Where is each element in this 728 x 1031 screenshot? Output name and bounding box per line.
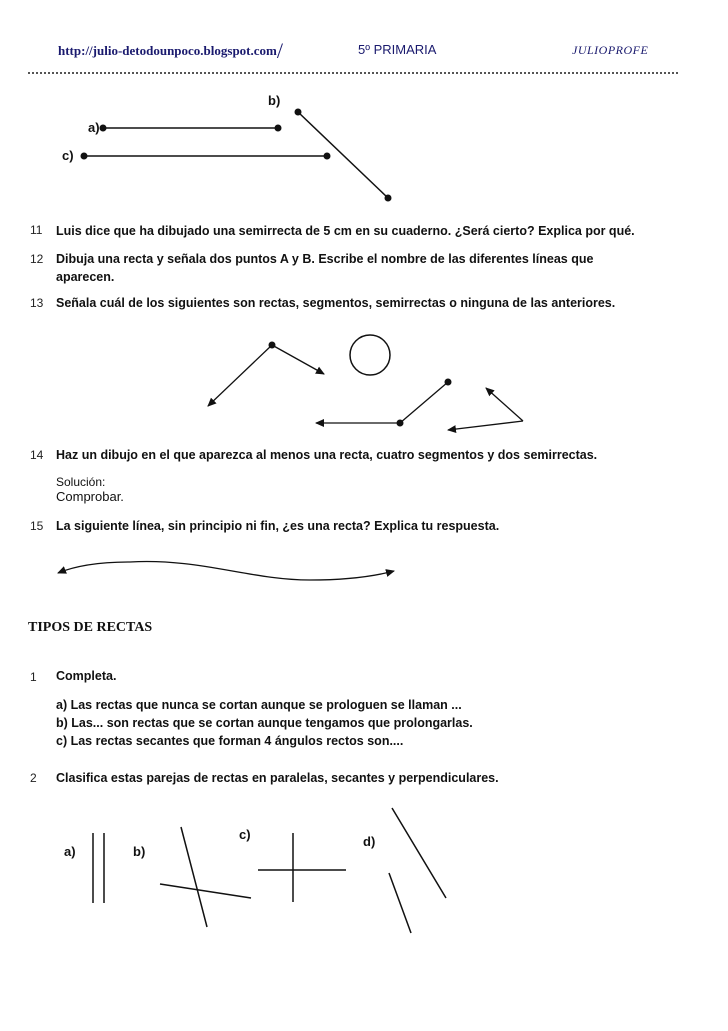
header-divider: [28, 72, 678, 74]
question-11-text: Luis dice que ha dibujado una semirrecta de 5 cm en su cuaderno. ¿Será cierto? Explica por qué.: [56, 224, 635, 238]
pair-label-b: b): [133, 844, 146, 859]
solution-label: Solución:: [56, 475, 106, 489]
line-pairs-figure: [0, 795, 728, 945]
section-q1-c: c) Las rectas secantes que forman 4 ángulos rectos son....: [56, 734, 404, 748]
question-number: 15: [30, 519, 44, 533]
pair-label-d: d): [363, 834, 376, 849]
question-14-text: Haz un dibujo en el que aparezca al menos una recta, cuatro segmentos y dos semirrectas.: [56, 448, 598, 462]
lines-figure: [0, 325, 728, 440]
wavy-line-figure: [0, 550, 728, 595]
section-q1-text: Completa.: [56, 669, 117, 683]
question-number: 1: [30, 670, 37, 684]
circle-shape: [350, 335, 390, 375]
section-q2-text: Clasifica estas parejas de rectas en paralelas, secantes y perpendiculares.: [56, 771, 499, 785]
question-13-text: Señala cuál de los siguientes son rectas, segmentos, semirrectas o ninguna de las anteriores.: [56, 296, 616, 310]
question-number: 12: [30, 252, 44, 266]
ray-up: [486, 388, 523, 421]
segment-diagonal: [400, 382, 448, 423]
question-number: 11: [30, 223, 43, 237]
pair-label-a: a): [64, 844, 76, 859]
header-grade: 5º PRIMARIA: [358, 42, 437, 57]
ray-right: [272, 345, 324, 374]
pair-label-c: c): [239, 827, 251, 842]
header-author: JULIOPROFE: [572, 43, 649, 57]
question-number: 13: [30, 296, 44, 310]
solution-text: Comprobar.: [56, 489, 124, 504]
segments-figure: [0, 85, 728, 215]
segment-b: [298, 112, 388, 198]
wavy-line: [130, 562, 394, 580]
section-q1-a: a) Las rectas que nunca se cortan aunque se prologuen se llaman ...: [56, 698, 462, 712]
question-number: 2: [30, 771, 37, 785]
question-12-line2: aparecen.: [56, 270, 115, 284]
figure-label-b: b): [268, 93, 281, 108]
figure-label-a: a): [88, 120, 100, 135]
section-title: TIPOS DE RECTAS: [28, 620, 153, 635]
question-15-text: La siguiente línea, sin principio ni fin, ¿es una recta? Explica tu respuesta.: [56, 519, 500, 533]
header-url[interactable]: http://julio-detodounpoco.blogspot.com/: [58, 38, 283, 63]
question-number: 14: [30, 448, 44, 462]
ray-left: [208, 345, 272, 406]
ray-base: [448, 421, 523, 430]
question-12-line1: Dibuja una recta y señala dos puntos A y B. Escribe el nombre de las diferentes líneas que: [56, 252, 594, 266]
figure-label-c: c): [62, 148, 74, 163]
section-q1-b: b) Las... son rectas que se cortan aunque tengamos que prolongarlas.: [56, 716, 473, 730]
